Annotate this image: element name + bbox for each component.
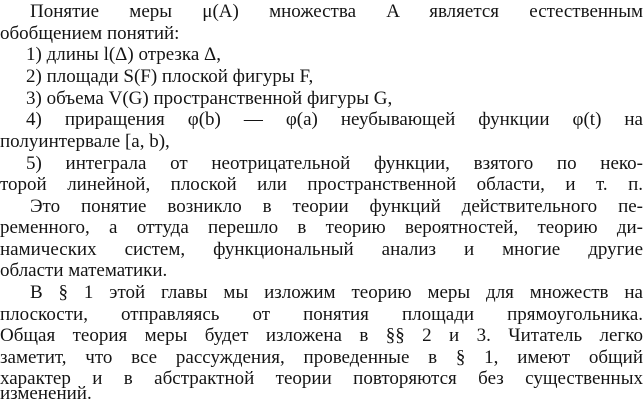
line-text: области математики. xyxy=(0,260,168,281)
text-line xyxy=(0,196,643,218)
text-line xyxy=(0,282,643,304)
line-text: характер и в абстрактной теории повторяются без существенных xyxy=(0,368,643,389)
line-text: Общая теория меры будет изложена в §§ 2 и 3. Читатель легко xyxy=(0,325,643,346)
line-text: ременного, а оттуда перешло в теорию вероятностей, теорию ди- xyxy=(0,217,643,238)
list-item xyxy=(0,44,643,66)
text-line xyxy=(0,1,643,23)
line-text: заметит, что все рассуждения, проведенные в § 1, имеют общий xyxy=(0,347,643,368)
line-text: Это понятие возникло в теории функций действительного пе- xyxy=(30,196,643,217)
text-line xyxy=(0,325,643,347)
text-line xyxy=(0,131,643,153)
line-text: 5) интеграла от неотрицательной функции, взятого по неко- xyxy=(26,153,643,174)
line-text: торой линейной, плоской или пространственной области, и т. п. xyxy=(0,174,643,195)
line-text: полуинтервале [a, b), xyxy=(0,131,170,152)
text-line xyxy=(0,383,643,405)
line-text: Понятие меры μ(A) множества A является естественным xyxy=(30,1,643,22)
list-item xyxy=(0,153,643,175)
text-line xyxy=(0,174,643,196)
text-line xyxy=(0,347,643,369)
line-text: 4) приращения φ(b) — φ(a) неубывающей функции φ(t) на xyxy=(26,109,643,130)
line-text: обобщением понятий: xyxy=(0,23,180,44)
list-item xyxy=(0,109,643,131)
line-text: изменений. xyxy=(0,383,92,404)
text-line xyxy=(0,23,643,45)
line-text: 2) площади S(F) плоской фигуры F, xyxy=(26,66,314,87)
text-line xyxy=(0,217,643,239)
list-item xyxy=(0,88,643,110)
line-text: намических систем, функциональный анализ и многие другие xyxy=(0,239,643,260)
line-text: 3) объема V(G) пространственной фигуры G, xyxy=(26,88,393,109)
line-text: В § 1 этой главы мы изложим теорию меры для множеств на xyxy=(30,282,643,303)
text-line xyxy=(0,304,643,326)
line-text: плоскости, отправляясь от понятия площади прямоугольника. xyxy=(0,304,643,325)
text-line xyxy=(0,239,643,261)
list-item xyxy=(0,66,643,88)
line-text: 1) длины l(Δ) отрезка Δ, xyxy=(26,44,222,65)
text-line xyxy=(0,260,643,282)
